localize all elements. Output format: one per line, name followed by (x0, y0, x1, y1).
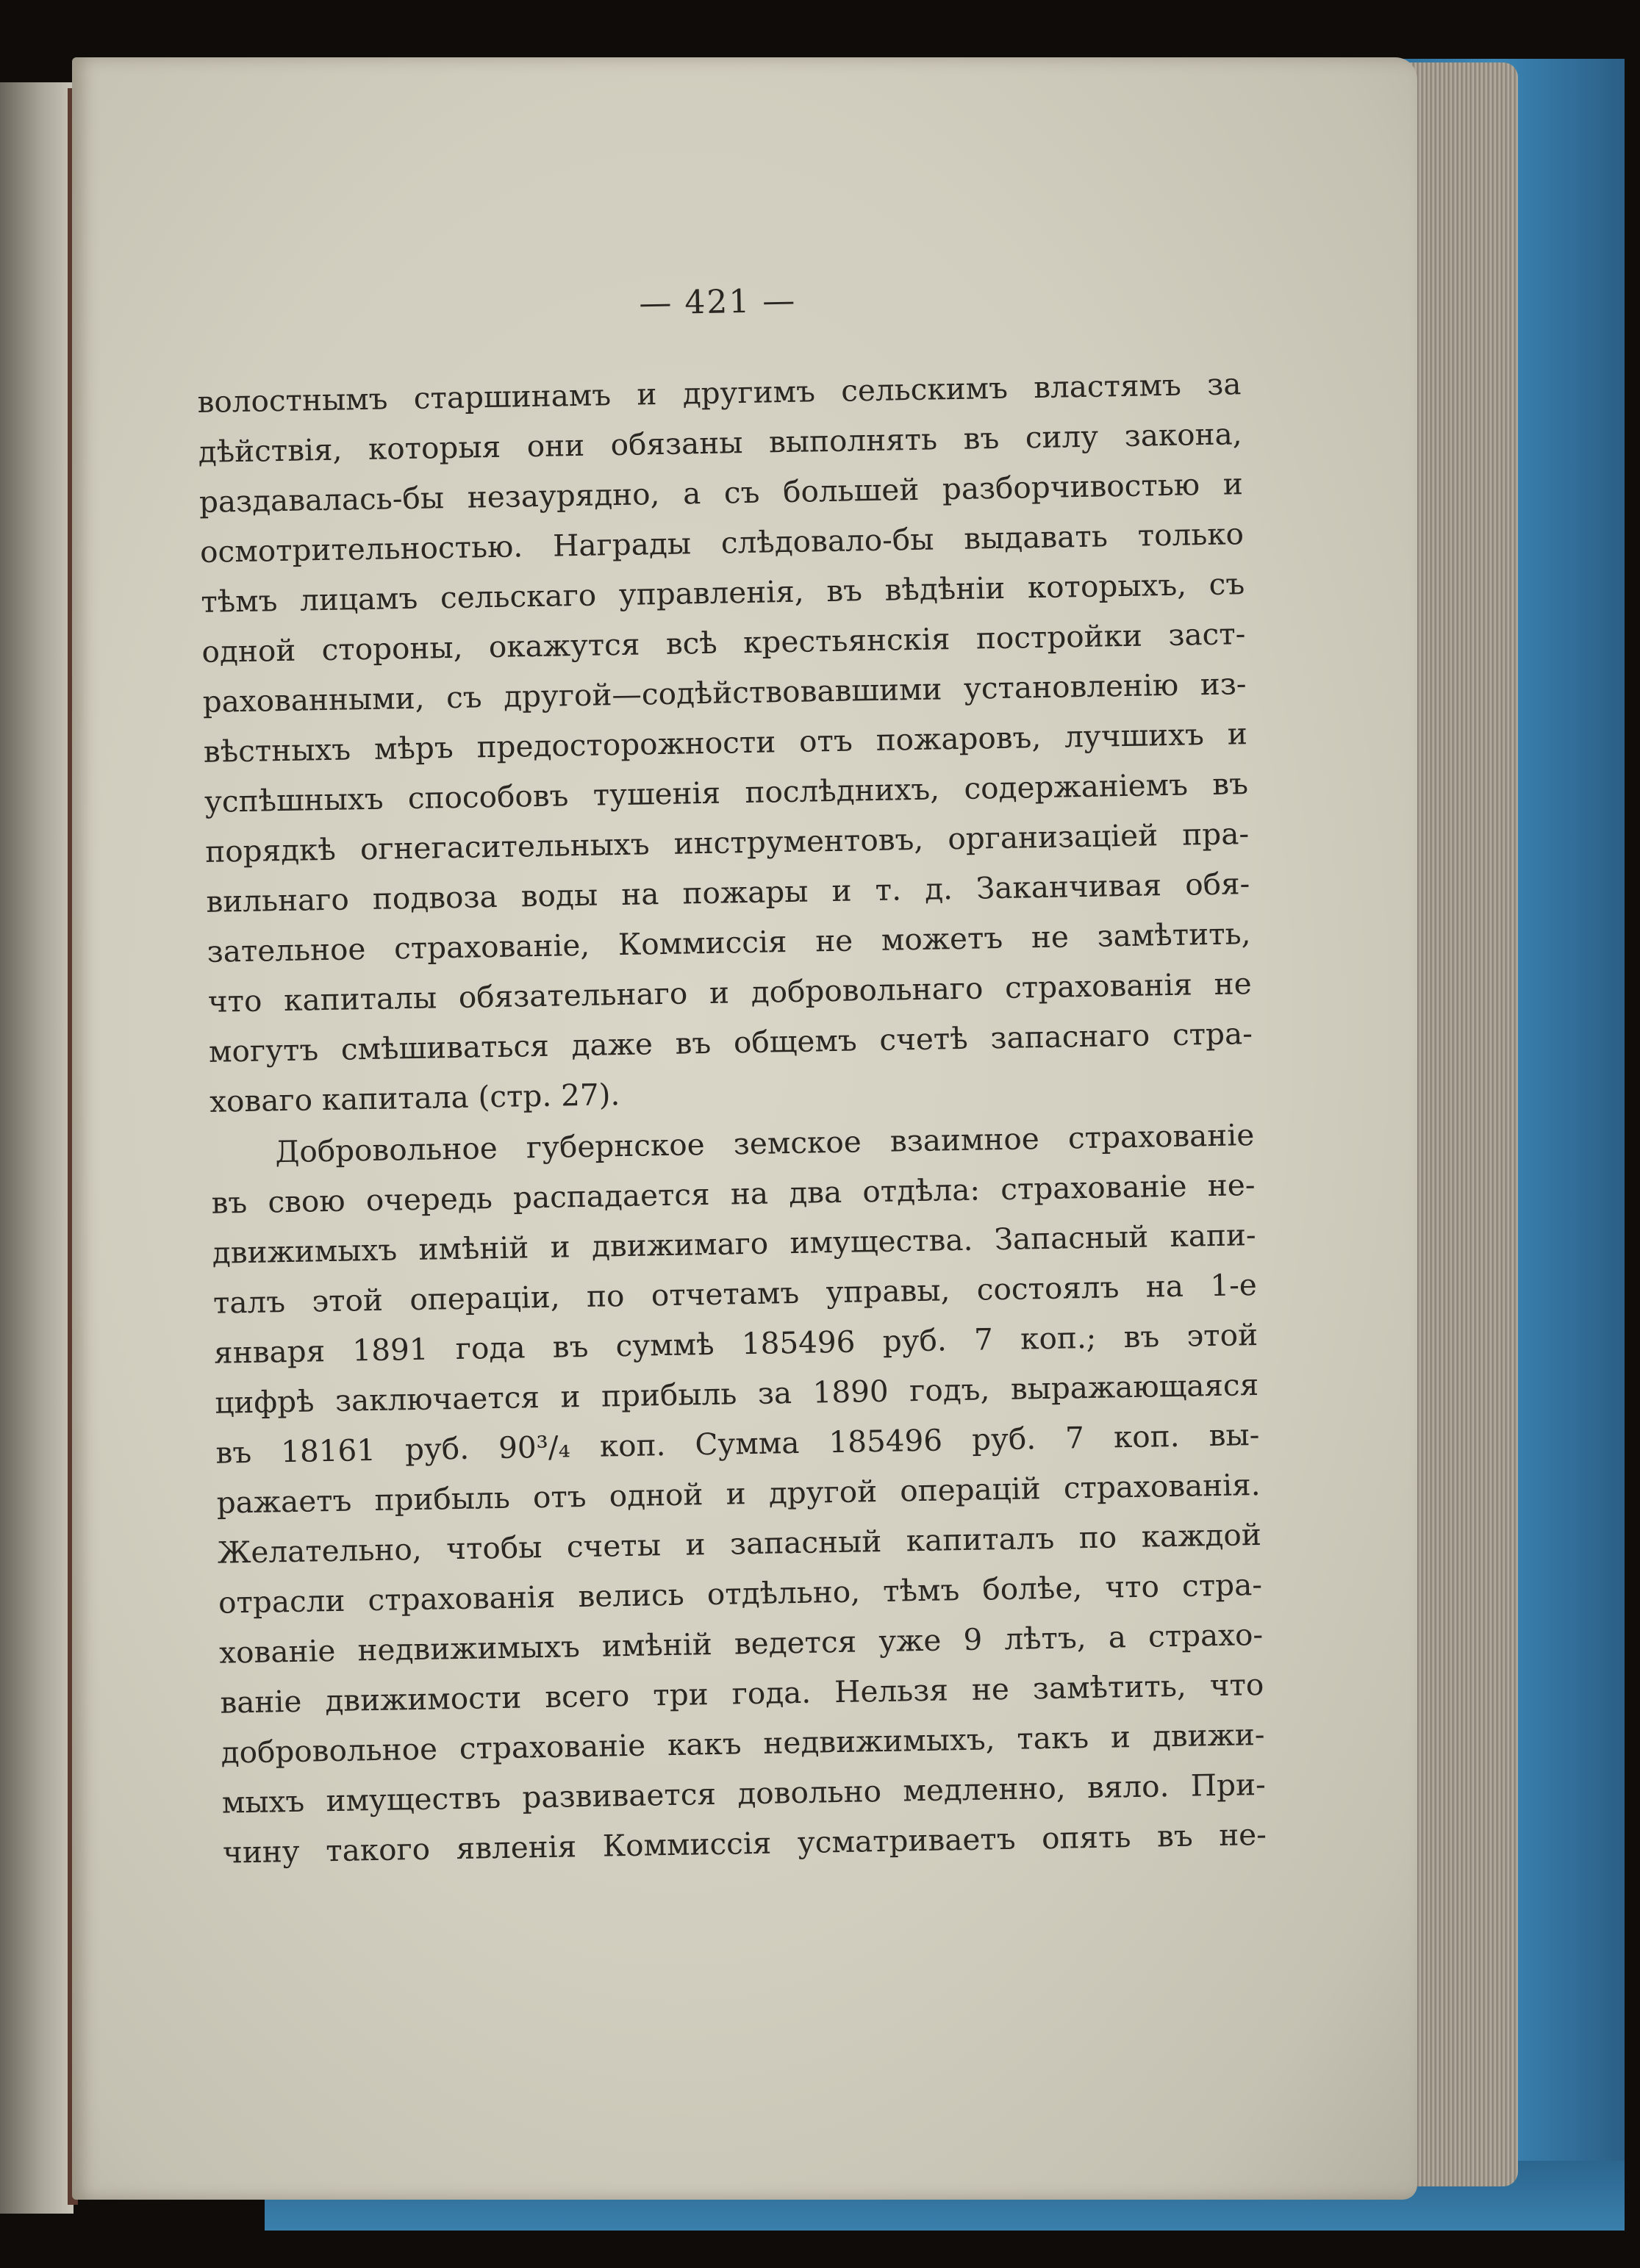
book-page (72, 57, 1417, 2200)
paragraph-2 (210, 1110, 1267, 1878)
text-line: талъ этой операціи, по отчетамъ управы, состоялъ на 1-е (212, 1267, 1258, 1321)
text-line: Желательно, чтобы счеты и запасный капиталъ по каждой (217, 1516, 1262, 1571)
text-line: рахованными, съ другой—содѣйствовавшими установленію из- (202, 666, 1247, 719)
text-line: раздавалась-бы незаурядно, а съ большей разборчивостью и (198, 466, 1244, 520)
text-line: ховаго капитала (стр. 27). (209, 1077, 620, 1119)
text-line: ваніе движимости всего три года. Нельзя не замѣтить, что (220, 1666, 1264, 1720)
text-line: чину такого явленія Коммиссія усматриваетъ опять въ не- (222, 1816, 1267, 1870)
left-page-edge (0, 82, 74, 2214)
text-line: успѣшныхъ способовъ тушенія послѣднихъ, содержаніемъ въ (204, 766, 1249, 819)
text-line: хованіе недвижимыхъ имѣній ведется уже 9 лѣтъ, а страхо- (218, 1616, 1264, 1671)
text-line: зательное страхованіе, Коммиссія не можетъ не замѣтить, (207, 916, 1251, 969)
text-line: что капиталы обязательнаго и добровольнаго страхованія не (207, 966, 1253, 1019)
text-line: одной стороны, окажутся всѣ крестьянскія постройки заст- (201, 616, 1246, 670)
page-text-block (196, 274, 1267, 1877)
page-stack (1400, 62, 1518, 2186)
text-line: цифрѣ заключается и прибыль за 1890 годъ, выражающаяся (214, 1366, 1259, 1421)
text-line: волостнымъ старшинамъ и другимъ сельскимъ властямъ за (197, 366, 1242, 420)
paragraph-1 (197, 359, 1254, 1127)
text-line: вѣстныхъ мѣръ предосторожности отъ пожаровъ, лучшихъ и (203, 716, 1248, 769)
text-line: дѣйствія, которыя они обязаны выполнять въ силу закона, (198, 416, 1242, 470)
text-line: тѣмъ лицамъ сельскаго управленія, въ вѣдѣніи которыхъ, съ (200, 566, 1245, 620)
text-line: могутъ смѣшиваться даже въ общемъ счетѣ запаснаго стра- (208, 1016, 1253, 1069)
text-line: въ свою очередь распадается на два отдѣла: страхованіе не- (211, 1167, 1256, 1221)
text-line: ражаетъ прибыль отъ одной и другой операцій страхованія. (216, 1466, 1261, 1521)
text-line: отрасли страхованія велись отдѣльно, тѣмъ болѣе, что стра- (218, 1566, 1263, 1621)
paragraph-indent (211, 1162, 276, 1163)
text-line: движимыхъ имѣній и движимаго имущества. Запасный капи- (212, 1217, 1257, 1271)
text-line: осмотрительностью. Награды слѣдовало-бы выдавать только (199, 516, 1245, 570)
text-line-content: Добровольное губернское земское взаимное страхованіе (275, 1117, 1255, 1170)
text-line: добровольное страхованіе какъ недвижимыхъ, такъ и движи- (221, 1716, 1265, 1770)
text-line: мыхъ имуществъ развивается довольно медленно, вяло. При- (221, 1766, 1267, 1820)
text-line: порядкѣ огнегасительныхъ инструментовъ, организацiей пра- (204, 816, 1250, 869)
text-line: въ 18161 руб. 90³/₄ коп. Сумма 185496 руб. 7 коп. вы- (215, 1416, 1260, 1471)
text-line: января 1891 года въ суммѣ 185496 руб. 7 коп.; въ этой (213, 1317, 1258, 1371)
text-line: вильнаго подвоза воды на пожары и т. д. Заканчивая обя- (206, 866, 1250, 919)
page-number: — 421 — (638, 281, 797, 323)
